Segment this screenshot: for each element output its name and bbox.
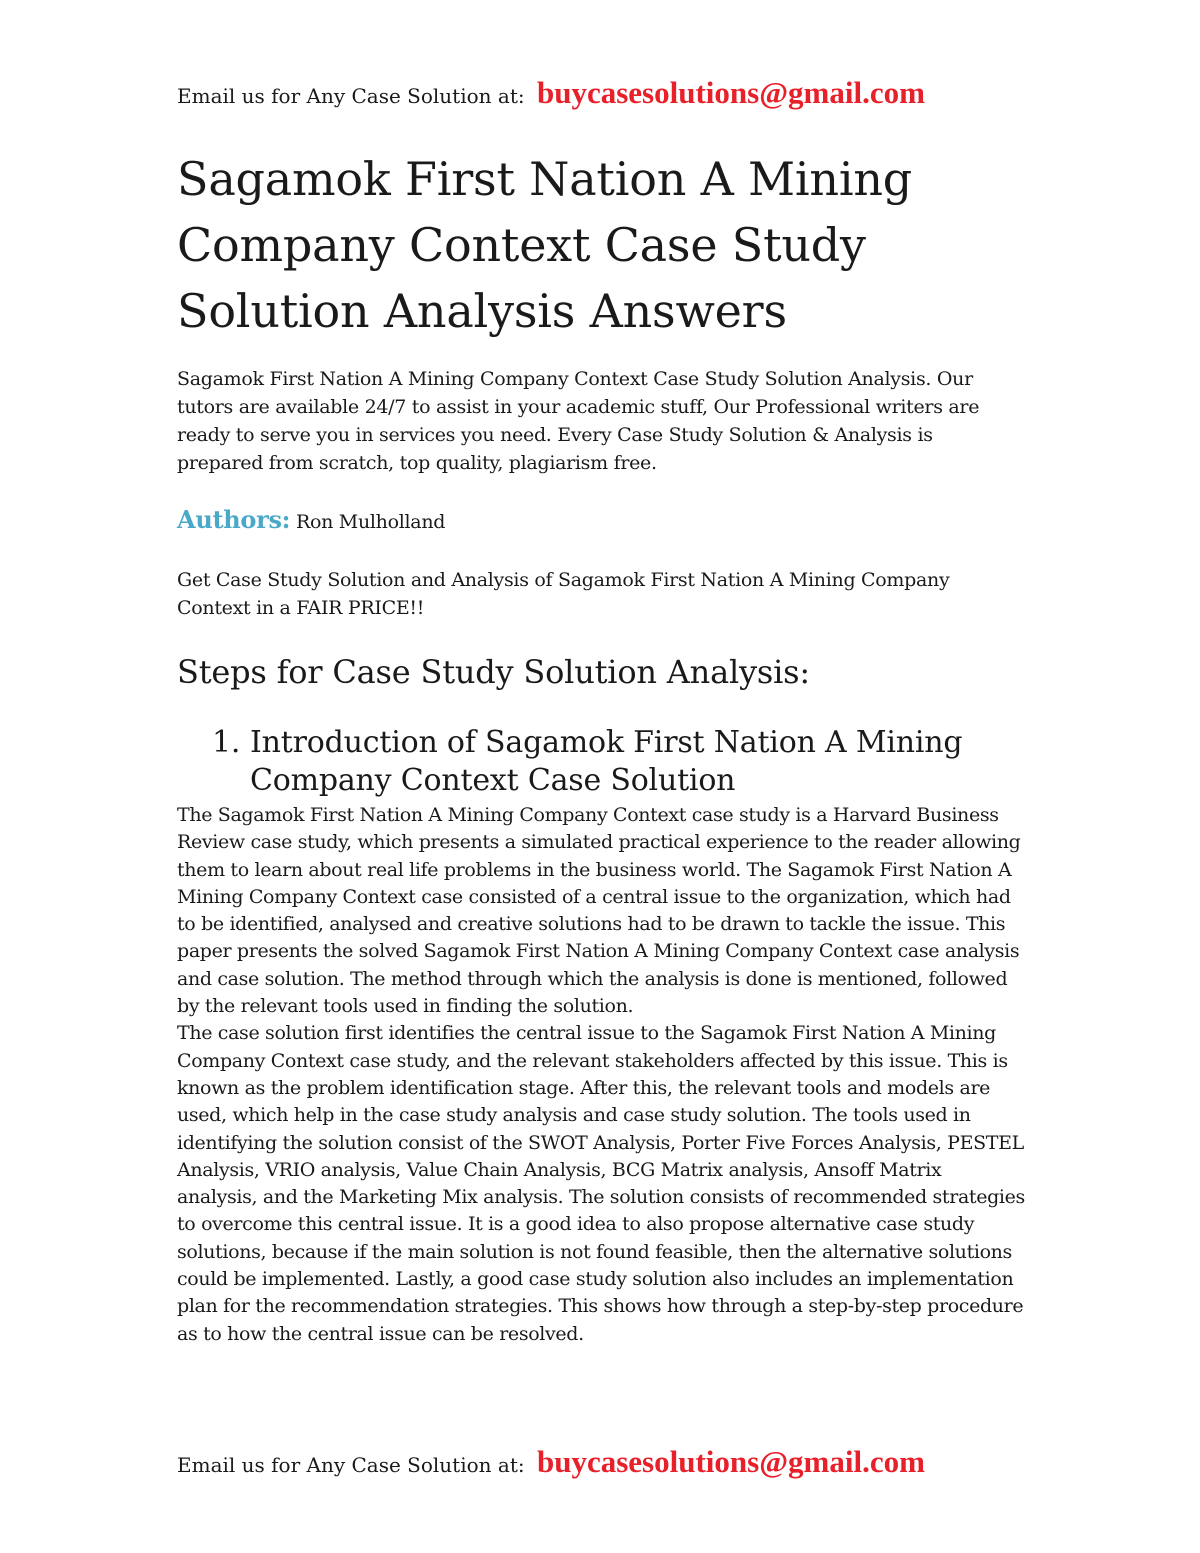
email-footer: [177, 1444, 925, 1480]
authors-line: [177, 505, 445, 537]
authors-label: Authors:: [177, 505, 291, 534]
email-header: [177, 75, 925, 111]
document-title: Sagamok First Nation A Mining Company Context Case Study Solution Analysis Answers: [177, 152, 913, 338]
email-address-link[interactable]: buycasesolutions@gmail.com: [536, 75, 925, 110]
body-text: [177, 802, 1027, 1348]
email-prefix: Email us for Any Case Solution at:: [177, 84, 525, 108]
authors-names: Ron Mulholland: [295, 511, 446, 533]
step-1-title: Introduction of Sagamok First Nation A Mining Company Context Case Solution: [250, 725, 963, 798]
body-paragraph: The Sagamok First Nation A Mining Company Context case study is a Harvard Business Review case study, which presents a simulated practical experience to the reader allowing them to learn about real life problems in the business world. The Sagamok First Nation A Mining Company Context case consisted of a central issue to the organization, which had to be identified, analysed and creative solutions had to be drawn to tackle the issue. This paper presents the solved Sagamok First Nation A Mining Company Context case analysis and case solution. The method through which the analysis is done is mentioned, followed by the relevant tools used in finding the solution.: [177, 804, 1021, 1018]
step-1-heading: [212, 724, 1002, 800]
intro-paragraph: Sagamok First Nation A Mining Company Context Case Study Solution Analysis. Our tutors are available 24/7 to assist in your academic stuff, Our Professional writers are ready to serve you in services you need. Every Case Study Solution & Analysis is prepared from scratch, top quality, plagiarism free.: [177, 368, 980, 474]
step-1-number: 1.: [212, 725, 241, 760]
email-prefix: Email us for Any Case Solution at:: [177, 1453, 525, 1477]
steps-heading: Steps for Case Study Solution Analysis:: [177, 653, 810, 691]
email-address-link[interactable]: buycasesolutions@gmail.com: [536, 1444, 925, 1479]
get-solution-paragraph: Get Case Study Solution and Analysis of Sagamok First Nation A Mining Company Context in a FAIR PRICE!!: [177, 569, 950, 619]
body-paragraph: The case solution first identifies the central issue to the Sagamok First Nation A Mining Company Context case study, and the relevant stakeholders affected by this issue. This is known as the problem identification stage. After this, the relevant tools and models are used, which help in the case study analysis and case study solution. The tools used in identifying the solution consist of the SWOT Analysis, Porter Five Forces Analysis, PESTEL Analysis, VRIO analysis, Value Chain Analysis, BCG Matrix analysis, Ansoff Matrix analysis, and the Marketing Mix analysis. The solution consists of recommended strategies to overcome this central issue. It is a good idea to also propose alternative case study solutions, because if the main solution is not found feasible, then the alternative solutions could be implemented. Lastly, a good case study solution also includes an implementation plan for the recommendation strategies. This shows how through a step-by-step procedure as to how the central issue can be resolved.: [177, 1022, 1025, 1345]
